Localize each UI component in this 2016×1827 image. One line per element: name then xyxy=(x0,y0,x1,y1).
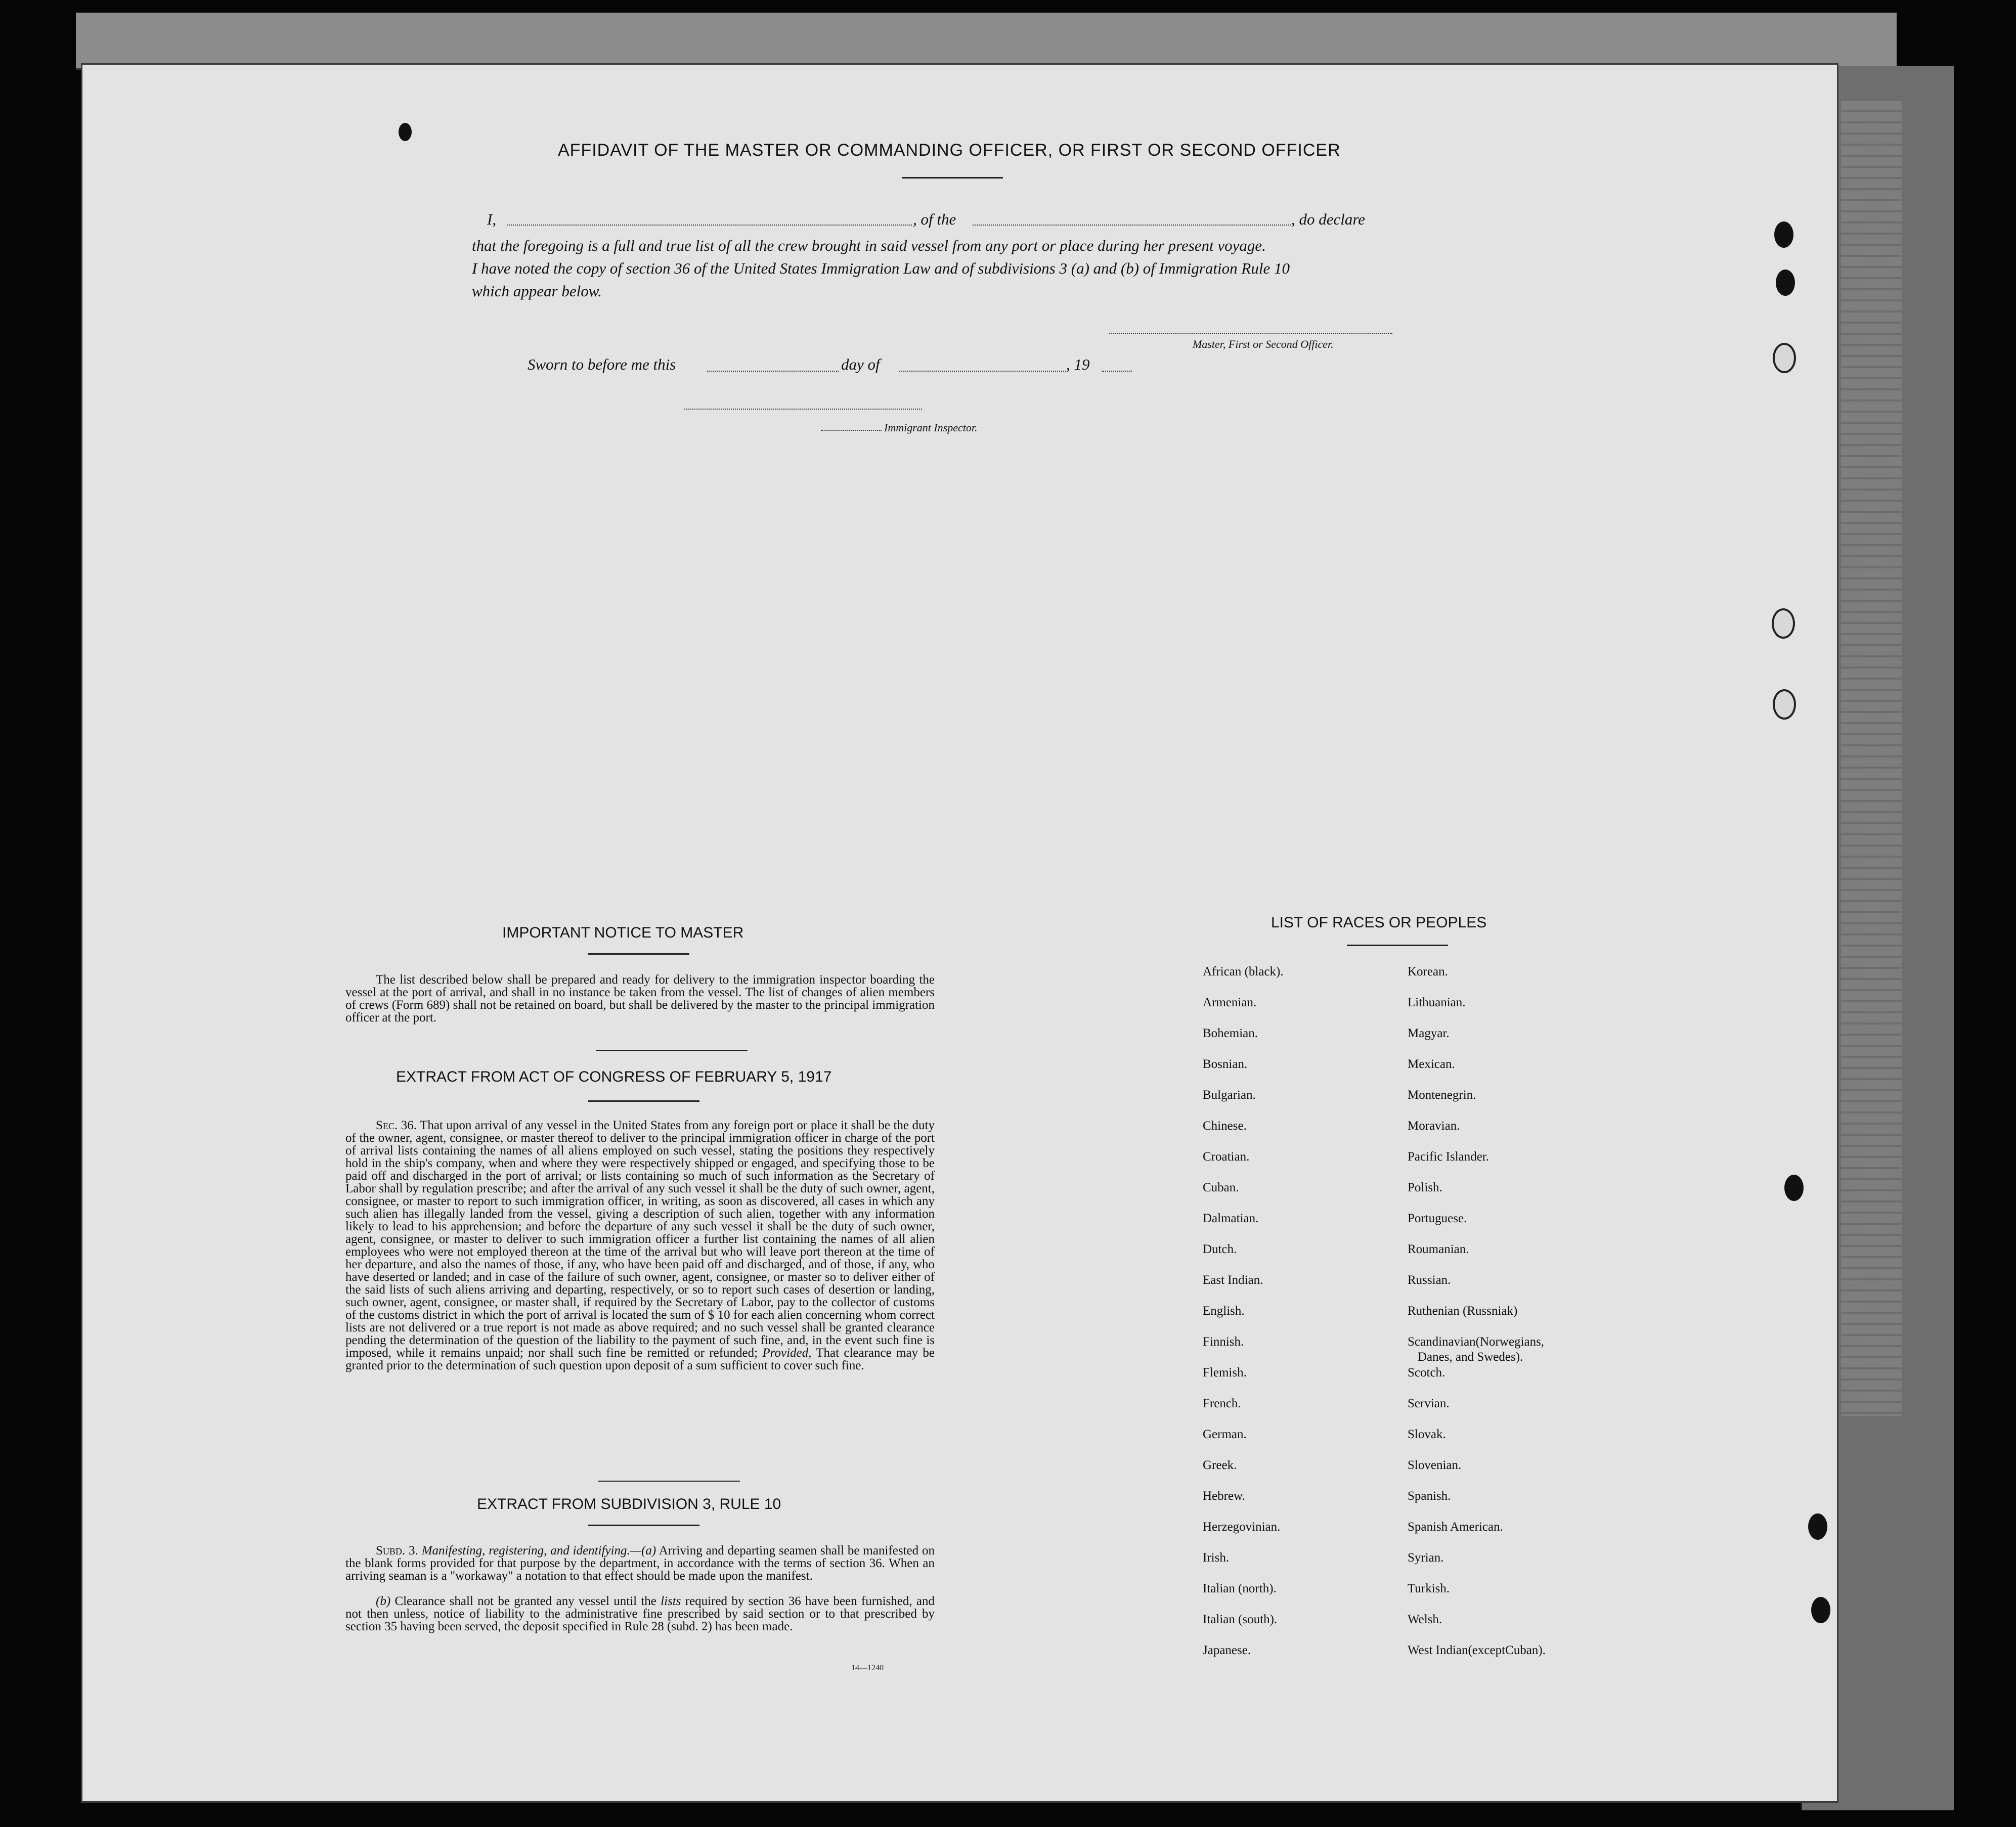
subd-3-text-b2: required by section 36 have been furnished, and not then unless, notice of liability to the administrative fine prescribed by said section or to that prescribed by section 35 having been served, the deposit specified in Rule 28 (subd. 2) has been made. xyxy=(345,1594,935,1633)
race-item: Bulgarian. xyxy=(1203,1088,1256,1102)
affidavit-i-label: I, xyxy=(487,210,497,228)
race-item: Montenegrin. xyxy=(1408,1088,1476,1102)
race-item: Italian (south). xyxy=(1203,1613,1278,1626)
inspector-caption: Immigrant Inspector. xyxy=(884,421,978,434)
race-item: German. xyxy=(1203,1428,1247,1441)
affidavit-body-line1: that the foregoing is a full and true list of all the crew brought in said vessel from any port or place during her present voyage. xyxy=(472,237,1266,254)
race-item: Mexican. xyxy=(1408,1057,1455,1071)
subd-3-title: Manifesting, registering, and identifying.—(a) xyxy=(421,1544,656,1557)
race-item: Turkish. xyxy=(1408,1582,1450,1595)
extract-act-title-rule xyxy=(588,1100,699,1102)
affidavit-title: AFFIDAVIT OF THE MASTER OR COMMANDING OFFICER, OR FIRST OR SECOND OFFICER xyxy=(558,141,1341,160)
punch-hole xyxy=(1808,1513,1827,1540)
punch-hole xyxy=(1776,270,1795,296)
extract-rule-text-b xyxy=(345,1595,935,1633)
inspector-short-line xyxy=(821,430,882,431)
race-item: Hebrew. xyxy=(1203,1489,1245,1503)
race-item: Spanish American. xyxy=(1408,1520,1503,1534)
subd-3-text-a: Arriving and departing seamen shall be manifested on the blank forms provided for that purpose by the department, in accordance with the terms of section 36. When an arriving seaman is a "workaway" a notation to that effect should be made upon the manifest. xyxy=(345,1544,935,1583)
day-of-label: day of xyxy=(841,355,880,373)
race-item: Korean. xyxy=(1408,965,1448,978)
race-item: Dutch. xyxy=(1203,1242,1237,1256)
race-item: Ruthenian (Russniak) xyxy=(1408,1304,1518,1318)
race-item: Scotch. xyxy=(1408,1366,1445,1379)
vessel-blank-line xyxy=(973,225,1291,226)
race-item: Greek. xyxy=(1203,1458,1237,1472)
race-item: Portuguese. xyxy=(1408,1212,1467,1225)
affidavit-body-line3: which appear below. xyxy=(472,282,602,300)
race-item: French. xyxy=(1203,1397,1241,1410)
name-blank-line xyxy=(507,225,912,226)
race-item: Danes, and Swedes). xyxy=(1418,1350,1523,1364)
race-item: Slovenian. xyxy=(1408,1458,1462,1472)
punch-hole xyxy=(1784,1175,1804,1201)
race-item: Bohemian. xyxy=(1203,1027,1258,1040)
race-item: East Indian. xyxy=(1203,1273,1263,1287)
races-title-rule xyxy=(1347,945,1448,946)
subd-3-text-b1: Clearance shall not be granted any vessel until the xyxy=(395,1594,656,1608)
notice-title-rule xyxy=(588,953,689,955)
punch-hole xyxy=(1772,608,1795,639)
race-item: Roumanian. xyxy=(1408,1242,1469,1256)
race-item: Magyar. xyxy=(1408,1027,1450,1040)
race-item: Moravian. xyxy=(1408,1119,1460,1133)
notice-text: The list described below shall be prepared and ready for delivery to the immigration inspector boarding the vessel at the port of arrival, and shall in no instance be taken from the vessel. The list of changes of alien members of crews (Form 689) shall not be retained on board, but shall be delivered by the master to the principal immigration officer at the port. xyxy=(345,973,935,1024)
inspector-signature-line xyxy=(684,409,922,410)
race-item: Chinese. xyxy=(1203,1119,1247,1133)
race-item: Italian (north). xyxy=(1203,1582,1277,1595)
race-item: Finnish. xyxy=(1203,1335,1244,1349)
signature-line xyxy=(1109,333,1392,334)
year-label: , 19 xyxy=(1066,355,1090,373)
sworn-label: Sworn to before me this xyxy=(528,355,676,373)
extract-separator-rule xyxy=(598,1481,740,1482)
race-item: Scandinavian(Norwegians, xyxy=(1408,1335,1545,1349)
race-item: Pacific Islander. xyxy=(1408,1150,1489,1164)
race-item: African (black). xyxy=(1203,965,1284,978)
sworn-year-line xyxy=(1102,371,1132,372)
race-item: Armenian. xyxy=(1203,996,1257,1009)
provided-label: Provided, xyxy=(762,1346,812,1360)
race-item: Lithuanian. xyxy=(1408,996,1466,1009)
signature-caption: Master, First or Second Officer. xyxy=(1193,338,1334,350)
race-item: Polish. xyxy=(1408,1181,1442,1194)
race-item: Japanese. xyxy=(1203,1643,1251,1657)
race-item: Syrian. xyxy=(1408,1551,1444,1565)
race-item: West Indian(exceptCuban). xyxy=(1408,1643,1546,1657)
extract-rule-title-rule xyxy=(588,1525,699,1526)
race-item: Bosnian. xyxy=(1203,1057,1248,1071)
race-item: Irish. xyxy=(1203,1551,1230,1565)
sec-36-body-end: That clearance may be granted prior to the determination of such question upon deposit of a sum sufficient to cover such fine. xyxy=(345,1346,935,1372)
notice-title: IMPORTANT NOTICE TO MASTER xyxy=(502,924,744,941)
race-item: Cuban. xyxy=(1203,1181,1239,1194)
sworn-day-line xyxy=(707,371,839,372)
race-item: English. xyxy=(1203,1304,1245,1318)
punch-hole xyxy=(1774,221,1793,248)
race-item: Servian. xyxy=(1408,1397,1450,1410)
affidavit-body-line2: I have noted the copy of section 36 of the United States Immigration Law and of subdivisions 3 (a) and (b) of Immigration Rule 10 xyxy=(472,259,1290,277)
affidavit-do-declare: , do declare xyxy=(1291,210,1366,228)
affidavit-of-the-label: , of the xyxy=(913,210,956,228)
race-item: Slovak. xyxy=(1408,1428,1446,1441)
race-item: Russian. xyxy=(1408,1273,1451,1287)
extract-rule-title: EXTRACT FROM SUBDIVISION 3, RULE 10 xyxy=(477,1496,781,1512)
affidavit-title-rule xyxy=(902,177,1003,179)
document-page xyxy=(81,63,1838,1803)
punch-hole xyxy=(1773,343,1796,373)
race-item: Flemish. xyxy=(1203,1366,1247,1379)
race-item: Welsh. xyxy=(1408,1613,1442,1626)
extract-act-text xyxy=(345,1119,935,1372)
underlying-page-ruled-strip xyxy=(1841,101,1902,1416)
extract-act-title: EXTRACT FROM ACT OF CONGRESS OF FEBRUARY 5, 1917 xyxy=(396,1068,832,1085)
punch-hole xyxy=(1773,689,1796,720)
race-item: Herzegovinian. xyxy=(1203,1520,1281,1534)
races-title: LIST OF RACES OR PEOPLES xyxy=(1271,914,1487,931)
lists-word: lists xyxy=(661,1594,681,1608)
sec-36-label: Sec. 36. xyxy=(376,1119,417,1132)
subd-b-label: (b) xyxy=(376,1594,391,1608)
race-item: Spanish. xyxy=(1408,1489,1451,1503)
punch-hole xyxy=(1811,1597,1830,1623)
subd-3-label: Subd. 3. xyxy=(376,1544,418,1557)
punch-hole xyxy=(399,123,412,141)
sec-36-body: That upon arrival of any vessel in the United States from any foreign port or place it shall be the duty of the owner, agent, consignee, or master thereof to deliver to the principal immigration officer in charge of the port of arrival lists containing the names of all aliens employed on such vessel, stating the positions they respectively hold in the ship's company, when and where they were respectively shipped or engaged, and specifying those to be paid off and discharged in the port of arrival; or lists containing so much of such information as the Secretary of Labor shall by regulation prescribe; and after the arrival of any such vessel it shall be the duty of such owner, agent, consignee, or master to report to such immigration officer, in writing, as soon as discovered, all cases in which any such alien has illegally landed from the vessel, giving a description of such alien, together with any information likely to lead to his apprehension; and before the departure of any such vessel it shall be the duty of such owner, agent, consignee, or master to deliver to such immigration officer a further list containing the names of all alien employees who were not employed thereon at the time of the arrival but who will leave port thereon at the time of her departure, and also the names of those, if any, who have been paid off and discharged, and of those, if any, who have deserted or landed; and in case of the failure of such owner, agent, consignee, or master so to deliver either of the said lists of such aliens arriving and departing, respectively, or so to report such cases of desertion or landing, such owner, agent, consignee, or master shall, if required by the Secretary of Labor, pay to the collector of customs of the customs district in which the port of arrival is located the sum of $ 10 for each alien concerning whom correct lists are not delivered or a true report is not made as above required; and no such vessel shall be granted clearance pending the determination of the question of the liability to the payment of such fine, and, in the event such fine is imposed, while it remains unpaid; nor shall such fine be remitted or refunded; xyxy=(345,1119,935,1360)
extract-rule-text-a xyxy=(345,1544,935,1582)
underlying-page-top-edge xyxy=(76,13,1897,70)
form-number: 14—1240 xyxy=(851,1664,884,1672)
race-item: Croatian. xyxy=(1203,1150,1250,1164)
race-item: Dalmatian. xyxy=(1203,1212,1259,1225)
notice-separator-rule xyxy=(596,1050,748,1051)
sworn-month-line xyxy=(899,371,1066,372)
